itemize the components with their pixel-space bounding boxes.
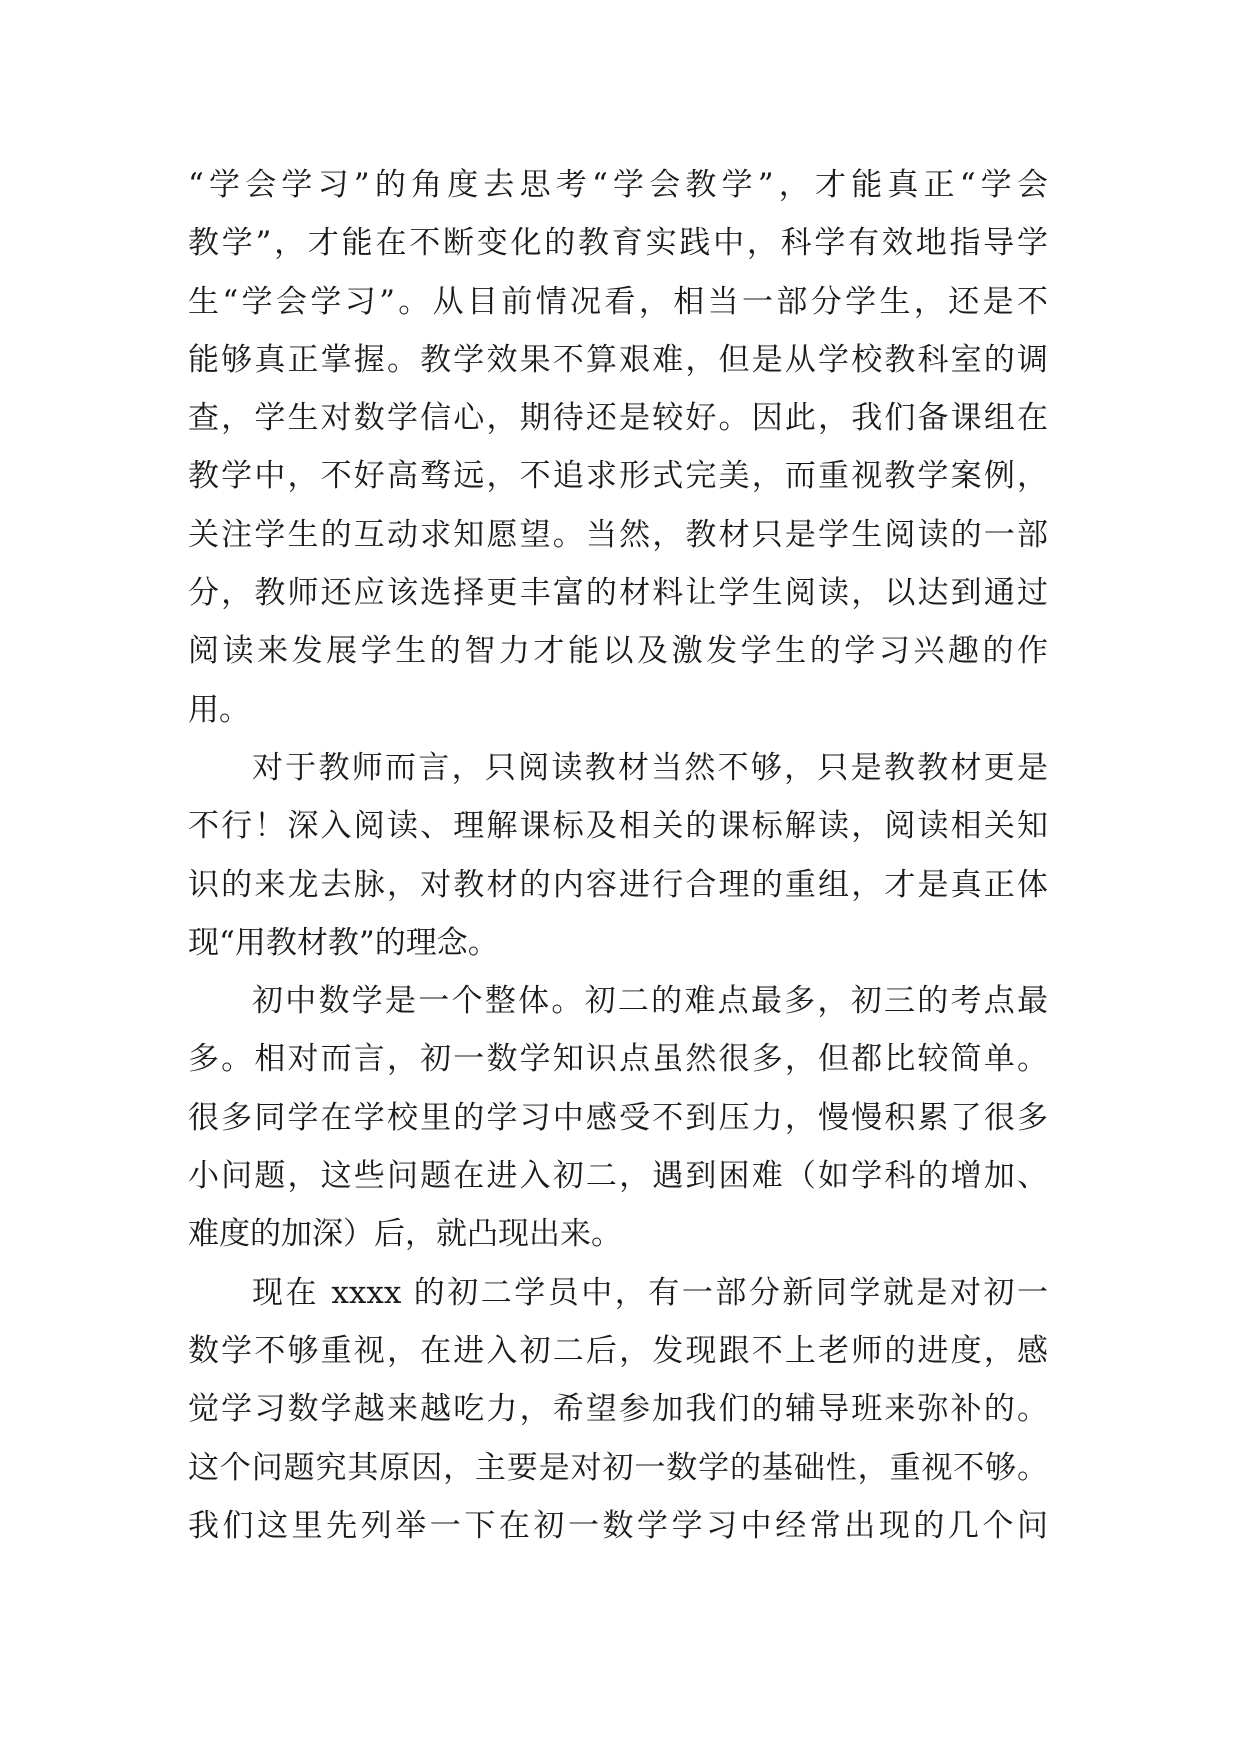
text-line: 分，教师还应该选择更丰富的材料让学生阅读，以达到通过 [188, 575, 1048, 612]
text-line: 现“用教材教”的理念。 [188, 924, 499, 961]
text-line: “学会学习”的角度去思考“学会教学”，才能真正“学会 [188, 167, 1048, 203]
text-line: 教学中，不好高骛远，不追求形式完美，而重视教学案例， [188, 458, 1048, 495]
text-line: 能够真正掌握。教学效果不算艰难，但是从学校教科室的调 [188, 341, 1048, 378]
text-line: 用。 [188, 691, 250, 728]
text-line: 阅读来发展学生的智力才能以及激发学生的学习兴趣的作 [188, 633, 1048, 670]
text-line: 关注学生的互动求知愿望。当然，教材只是学生阅读的一部 [188, 516, 1048, 553]
text-line: 我们这里先列举一下在初一数学学习中经常出现的几个问 [188, 1507, 1048, 1544]
text-line: 查，学生对数学信心，期待还是较好。因此，我们备课组在 [188, 400, 1048, 437]
text-line: 难度的加深）后，就凸现出来。 [188, 1216, 622, 1253]
text-line: 多。相对而言，初一数学知识点虽然很多，但都比较简单。 [188, 1041, 1048, 1078]
text-line: 教学”，才能在不断变化的教育实践中，科学有效地指导学 [188, 225, 1048, 262]
text-line: 对于教师而言，只阅读教材当然不够，只是教教材更是 [252, 749, 1048, 786]
text-line: 现在 xxxx 的初二学员中，有一部分新同学就是对初一 [252, 1274, 1048, 1311]
body-text [188, 156, 1048, 1555]
text-line: 觉学习数学越来越吃力，希望参加我们的辅导班来弥补的。 [188, 1391, 1048, 1428]
text-line: 识的来龙去脉，对教材的内容进行合理的重组，才是真正体 [188, 866, 1048, 903]
text-line: 数学不够重视，在进入初二后，发现跟不上老师的进度，感 [188, 1332, 1048, 1369]
text-line: 初中数学是一个整体。初二的难点最多，初三的考点最 [252, 983, 1048, 1020]
text-line: 这个问题究其原因，主要是对初一数学的基础性，重视不够。 [188, 1449, 1048, 1486]
text-line: 小问题，这些问题在进入初二，遇到困难（如学科的增加、 [188, 1158, 1048, 1195]
text-line: 很多同学在学校里的学习中感受不到压力，慢慢积累了很多 [188, 1099, 1048, 1136]
text-line: 生“学会学习”。从目前情况看，相当一部分学生，还是不 [188, 283, 1048, 320]
text-line: 不行！深入阅读、理解课标及相关的课标解读，阅读相关知 [188, 808, 1048, 845]
